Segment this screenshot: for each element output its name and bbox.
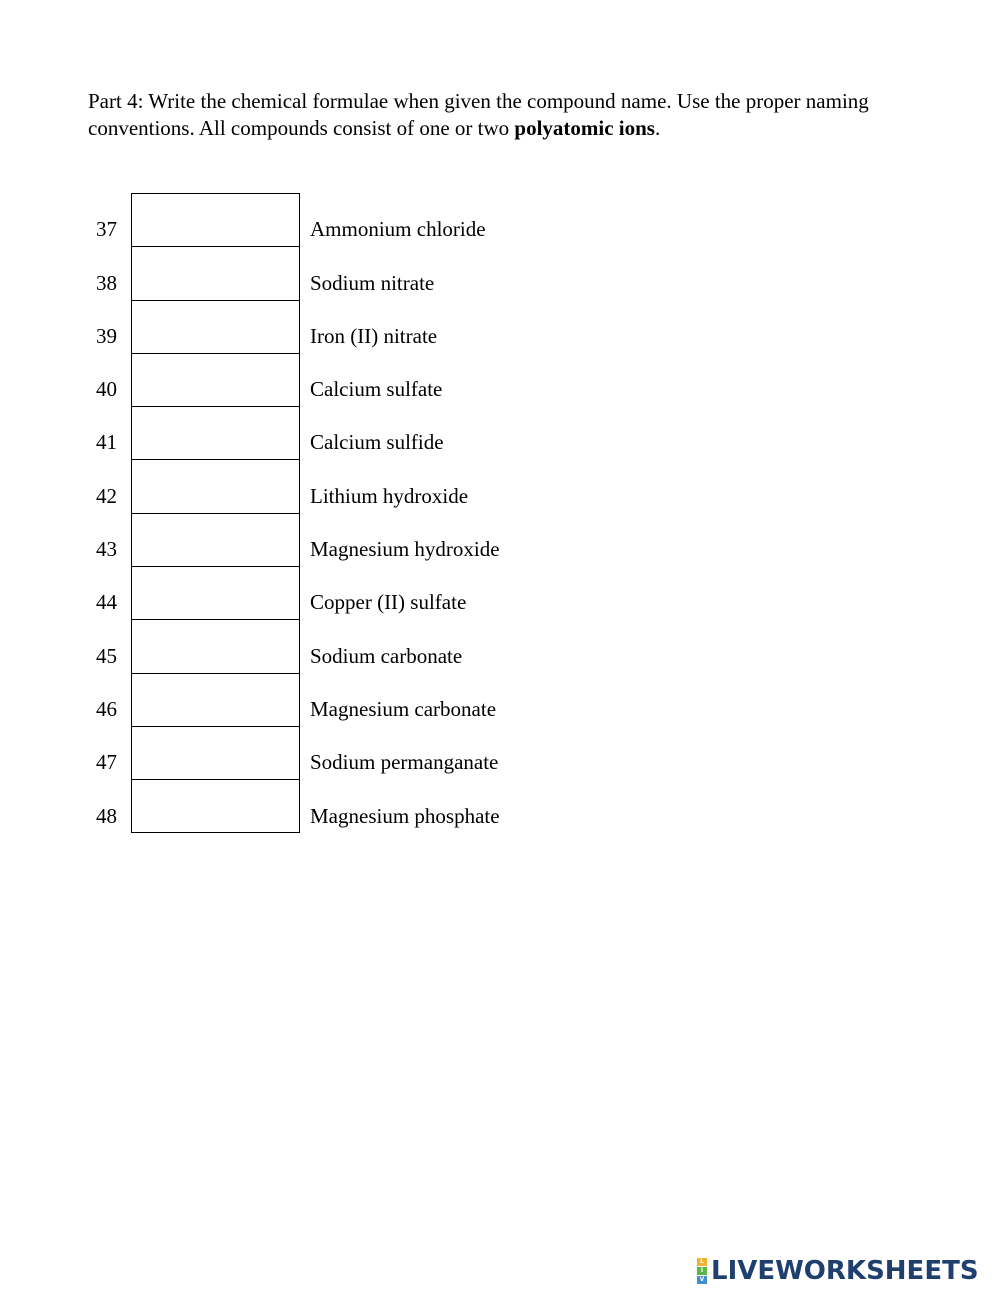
question-number: 46 (96, 696, 117, 721)
question-row (0, 406, 1000, 459)
question-number: 38 (96, 270, 117, 295)
logo-letter: I (697, 1267, 707, 1275)
answer-box[interactable] (131, 726, 300, 779)
question-row (0, 459, 1000, 512)
question-row (0, 619, 1000, 672)
compound-name: Calcium sulfate (310, 377, 443, 402)
question-row (0, 300, 1000, 353)
brand-name: LIVEWORKSHEETS (711, 1256, 979, 1286)
question-row (0, 246, 1000, 299)
liveworksheets-logo-icon (697, 1258, 707, 1284)
compound-name: Sodium nitrate (310, 270, 435, 295)
question-row (0, 779, 1000, 832)
answer-box[interactable] (131, 619, 300, 672)
question-row (0, 726, 1000, 779)
question-number: 42 (96, 483, 117, 508)
question-number: 47 (96, 750, 117, 775)
answer-box[interactable] (131, 566, 300, 619)
logo-letter: L (697, 1258, 707, 1266)
compound-name: Copper (II) sulfate (310, 590, 467, 615)
question-number: 43 (96, 537, 117, 562)
question-row (0, 673, 1000, 726)
instructions-suffix: . (654, 116, 661, 140)
instructions-text: Part 4: Write the chemical formulae when given the compound name. Use the proper naming conventions. All compounds consist of one or two (88, 89, 869, 140)
answer-box[interactable] (131, 300, 300, 353)
compound-name: Magnesium phosphate (310, 803, 500, 828)
compound-name: Magnesium hydroxide (310, 537, 500, 562)
question-list (0, 193, 1000, 833)
liveworksheets-brand (697, 1256, 979, 1286)
answer-box[interactable] (131, 513, 300, 566)
answer-box[interactable] (131, 193, 300, 246)
question-number: 44 (96, 590, 117, 615)
question-number: 48 (96, 803, 117, 828)
question-number: 40 (96, 377, 117, 402)
instructions-bold: polyatomic ions (514, 116, 655, 140)
compound-name: Lithium hydroxide (310, 483, 469, 508)
answer-box[interactable] (131, 406, 300, 459)
compound-name: Ammonium chloride (310, 217, 486, 242)
question-row (0, 193, 1000, 246)
question-number: 41 (96, 430, 117, 455)
question-row (0, 566, 1000, 619)
compound-name: Sodium carbonate (310, 643, 463, 668)
question-number: 45 (96, 643, 117, 668)
answer-box[interactable] (131, 459, 300, 512)
question-row (0, 513, 1000, 566)
question-number: 37 (96, 217, 117, 242)
instructions (88, 88, 908, 142)
compound-name: Calcium sulfide (310, 430, 444, 455)
logo-letter: V (697, 1276, 707, 1284)
compound-name: Magnesium carbonate (310, 696, 497, 721)
compound-name: Sodium permanganate (310, 750, 499, 775)
answer-box[interactable] (131, 673, 300, 726)
question-number: 39 (96, 323, 117, 348)
answer-box[interactable] (131, 779, 300, 832)
answer-box[interactable] (131, 246, 300, 299)
question-row (0, 353, 1000, 406)
answer-box[interactable] (131, 353, 300, 406)
compound-name: Iron (II) nitrate (310, 323, 438, 348)
